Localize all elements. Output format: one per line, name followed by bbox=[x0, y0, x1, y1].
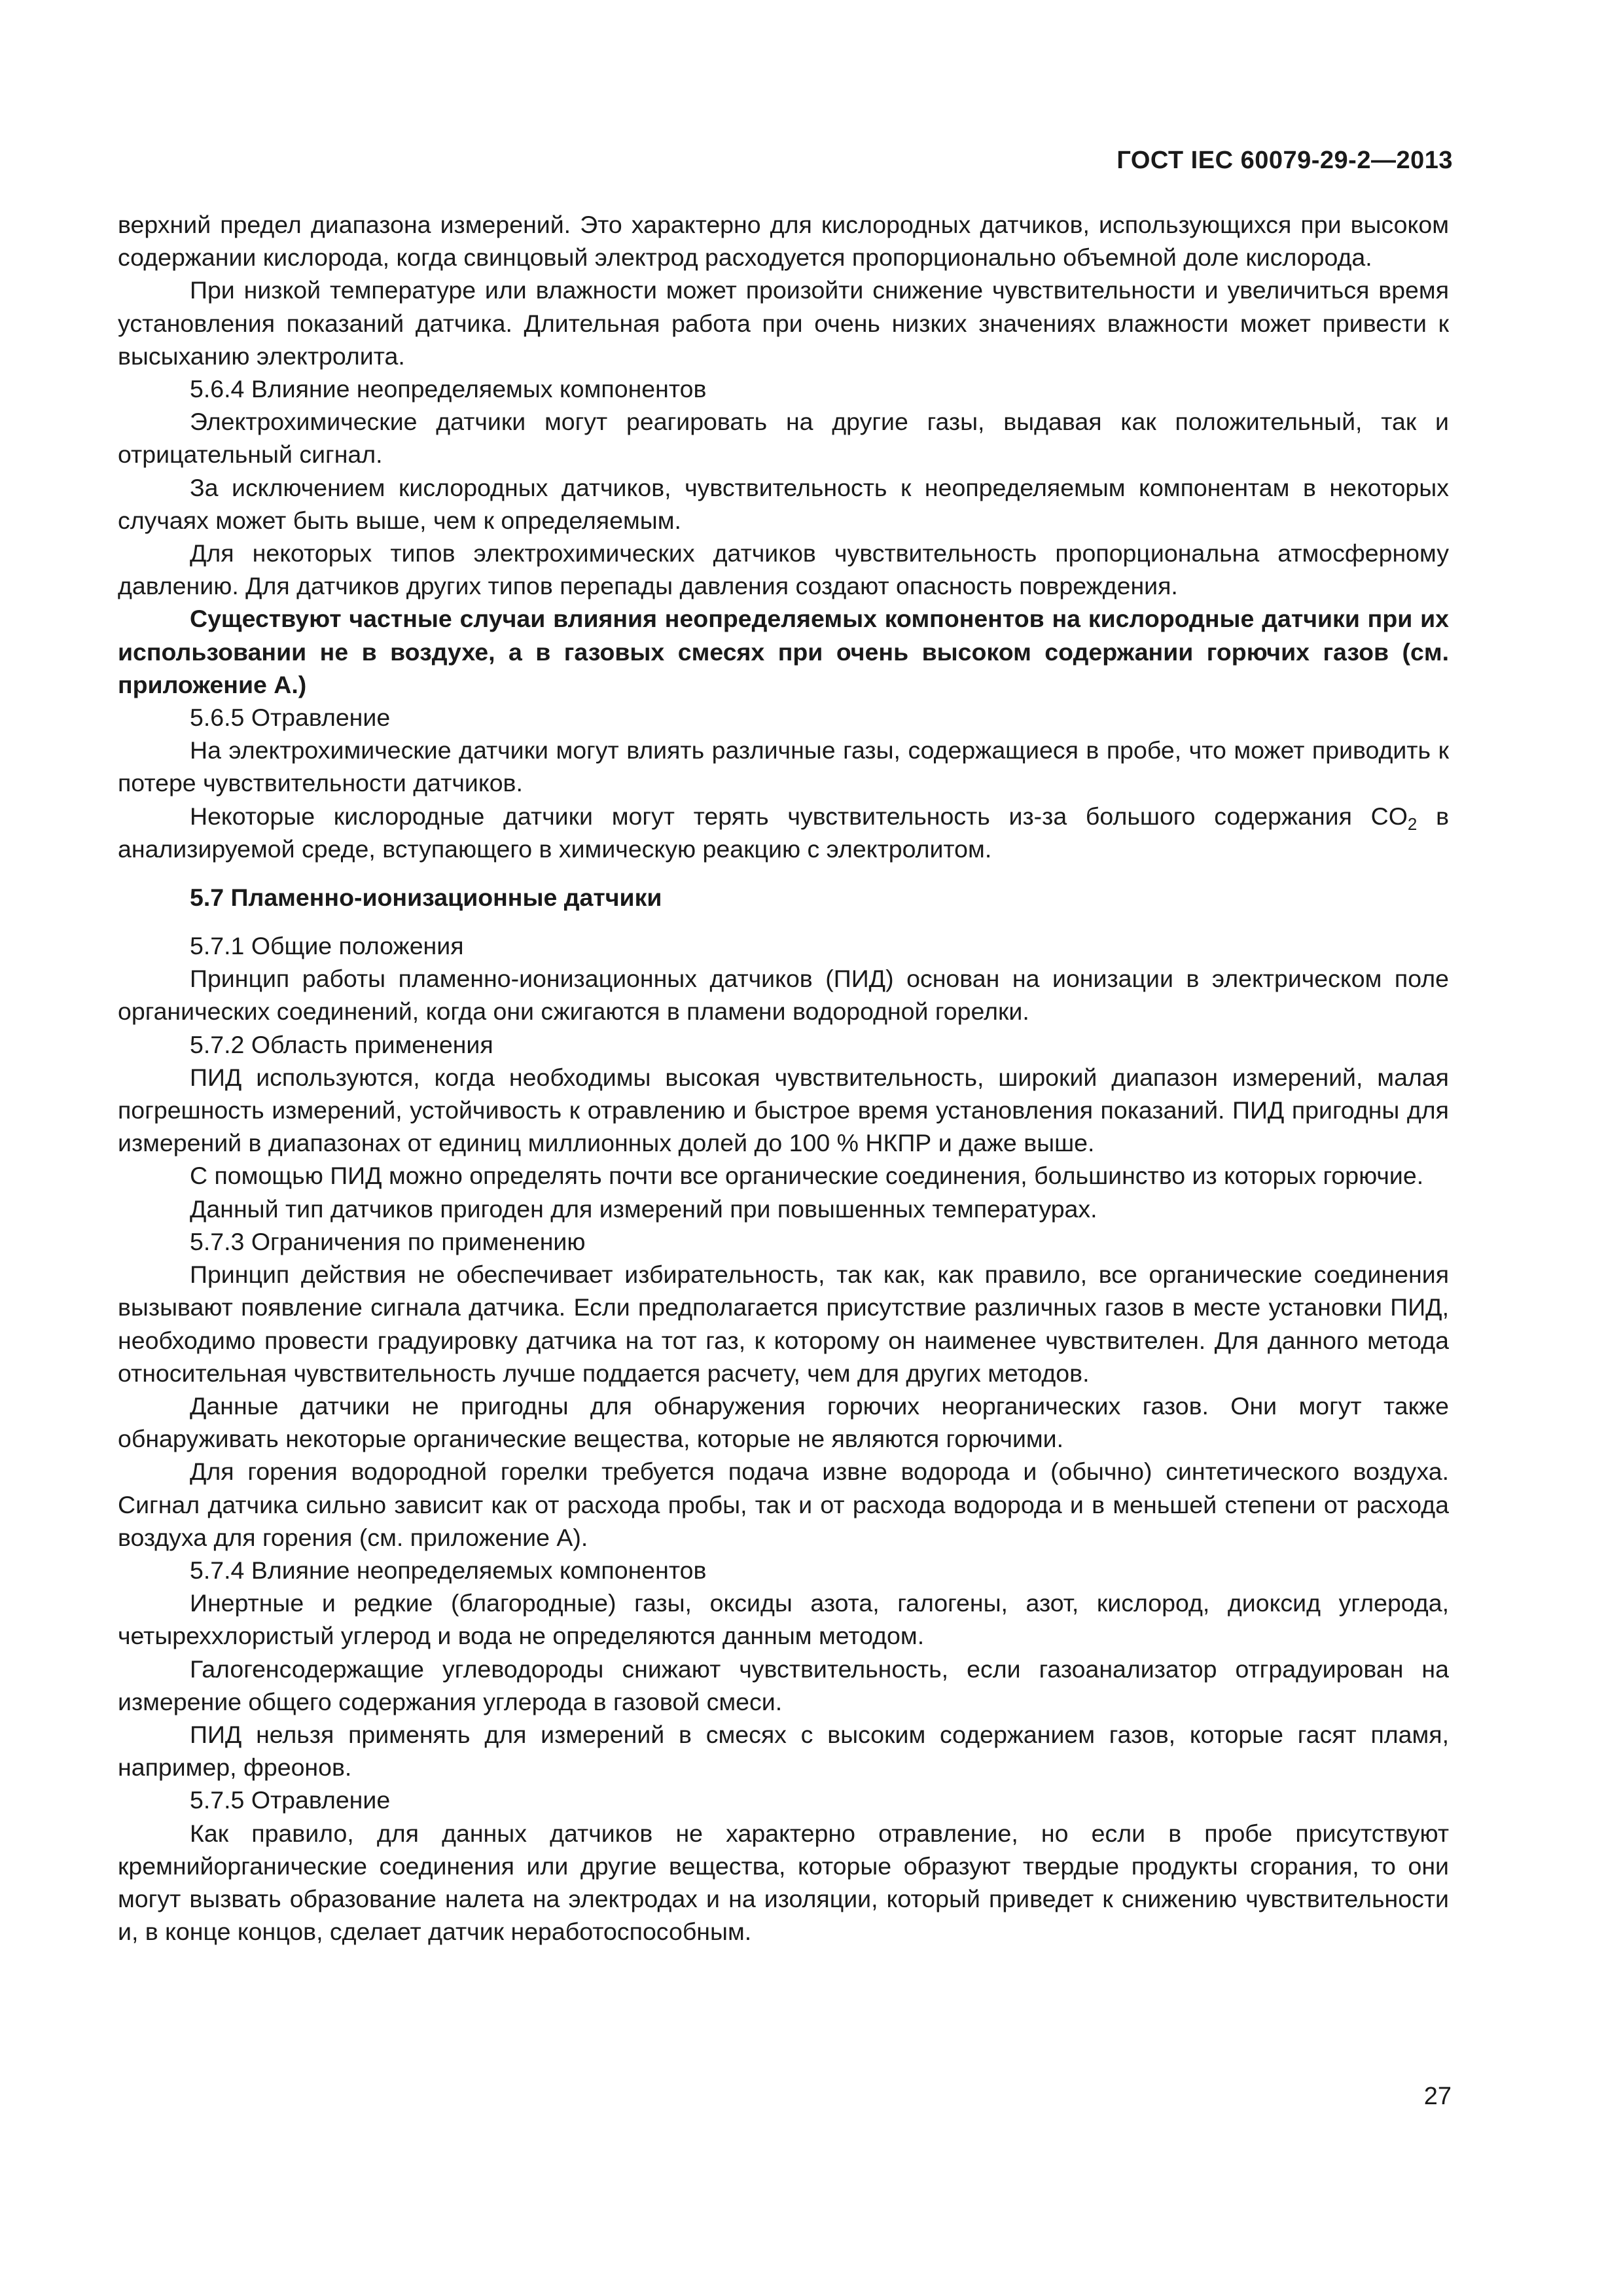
paragraph: Для некоторых типов электрохимических датчиков чувствительность пропорциональна атмосферному давлению. Для датчиков других типов перепады давления создают опасность повреждения. bbox=[118, 539, 1449, 600]
document-header-code: ГОСТ IEC 60079-29-2—2013 bbox=[1116, 147, 1453, 174]
subsection-heading-5-7-2: 5.7.2 Область применения bbox=[190, 1030, 493, 1058]
subsection-heading-5-7-3: 5.7.3 Ограничения по применению bbox=[190, 1227, 586, 1255]
paragraph-text: в анализируемой среде, вступающего в химическую реакцию с электролитом. bbox=[118, 802, 1449, 863]
subsection-heading-5-7-5: 5.7.5 Отравление bbox=[190, 1786, 391, 1814]
paragraph: С помощью ПИД можно определять почти все органические соединения, большинство из которых горючие. bbox=[190, 1162, 1424, 1190]
paragraph: Принцип действия не обеспечивает избирательность, так как, как правило, все органические соединения вызывают появление сигнала датчика. Если предполагается присутствие различных газов в месте установки ПИД, необходимо провести градуировку датчика на тот газ, к которому он наименее чувствителен. Для данного метода относительная чувствительность лучше поддается расчету, чем для других методов. bbox=[118, 1261, 1449, 1387]
paragraph: Данные датчики не пригодны для обнаружения горючих неорганических газов. Они могут также обнаруживать некоторые органические вещества, которые не являются горючими. bbox=[118, 1391, 1449, 1453]
subsection-heading-5-6-4: 5.6.4 Влияние неопределяемых компонентов bbox=[190, 375, 707, 403]
subsection-heading-5-6-5: 5.6.5 Отравление bbox=[190, 704, 391, 732]
section-heading-5-7: 5.7 Пламенно-ионизационные датчики bbox=[190, 884, 662, 912]
subscript: 2 bbox=[1407, 814, 1418, 834]
paragraph: Электрохимические датчики могут реагировать на другие газы, выдавая как положительный, так и отрицательный сигнал. bbox=[118, 408, 1449, 469]
paragraph: Инертные и редкие (благородные) газы, оксиды азота, галогены, азот, кислород, диоксид углерода, четыреххлористый углерод и вода не определяются данным методом. bbox=[118, 1589, 1449, 1650]
paragraph: Как правило, для данных датчиков не характерно отравление, но если в пробе присутствуют кремнийорганические соединения или другие вещества, которые образуют твердые продукты сгорания, то они могут вызвать образование налета на электродах и на изоляции, который приведет к снижению чувствительности и, в конце концов, сделает датчик неработоспособным. bbox=[118, 1819, 1449, 1946]
paragraph: верхний предел диапазона измерений. Это характерно для кислородных датчиков, использующихся при высоком содержании кислорода, когда свинцовый электрод расходуется пропорционально объемной доле кислорода. bbox=[118, 211, 1449, 272]
paragraph: Для горения водородной горелки требуется подача извне водорода и (обычно) синтетического воздуха. Сигнал датчика сильно зависит как от расхода пробы, так и от расхода водорода и в меньшей степени от расхода воздуха для горения (см. приложение А). bbox=[118, 1458, 1449, 1551]
document-body bbox=[118, 208, 1449, 1948]
paragraph: Принцип работы пламенно-ионизационных датчиков (ПИД) основан на ионизации в электрическом поле органических соединений, когда они сжигаются в пламени водородной горелки. bbox=[118, 965, 1449, 1026]
paragraph: ПИД нельзя применять для измерений в смесях с высоким содержанием газов, которые гасят пламя, например, фреонов. bbox=[118, 1720, 1449, 1782]
page-number: 27 bbox=[1423, 2083, 1452, 2110]
bold-paragraph: Существуют частные случаи влияния неопределяемых компонентов на кислородные датчики при их использовании не в воздухе, а в газовых смесях при очень высоком содержании горючих газов (см. приложение А.) bbox=[118, 605, 1449, 698]
subsection-heading-5-7-4: 5.7.4 Влияние неопределяемых компонентов bbox=[190, 1556, 707, 1584]
paragraph-co2 bbox=[118, 800, 1449, 865]
paragraph: Данный тип датчиков пригоден для измерений при повышенных температурах. bbox=[190, 1194, 1097, 1223]
paragraph-text: Некоторые кислородные датчики могут терять чувствительность из-за большого содержания CO bbox=[190, 802, 1408, 830]
paragraph: При низкой температуре или влажности может произойти снижение чувствительности и увеличиться время установления показаний датчика. Длительная работа при очень низких значениях влажности может привести к высыханию электролита. bbox=[118, 276, 1449, 370]
paragraph: Галогенсодержащие углеводороды снижают чувствительность, если газоанализатор отградуирован на измерение общего содержания углерода в газовой смеси. bbox=[118, 1655, 1449, 1715]
paragraph: На электрохимические датчики могут влиять различные газы, содержащиеся в пробе, что может приводить к потере чувствительности датчиков. bbox=[118, 736, 1449, 797]
subsection-heading-5-7-1: 5.7.1 Общие положения bbox=[190, 932, 464, 960]
paragraph: ПИД используются, когда необходимы высокая чувствительность, широкий диапазон измерений, малая погрешность измерений, устойчивость к отравлению и быстрое время установления показаний. ПИД пригодны для измерений в диапазонах от единиц миллионных долей до 100 % НКПР и даже выше. bbox=[118, 1063, 1449, 1157]
paragraph: За исключением кислородных датчиков, чувствительность к неопределяемым компонентам в некоторых случаях может быть выше, чем к определяемым. bbox=[118, 473, 1449, 534]
